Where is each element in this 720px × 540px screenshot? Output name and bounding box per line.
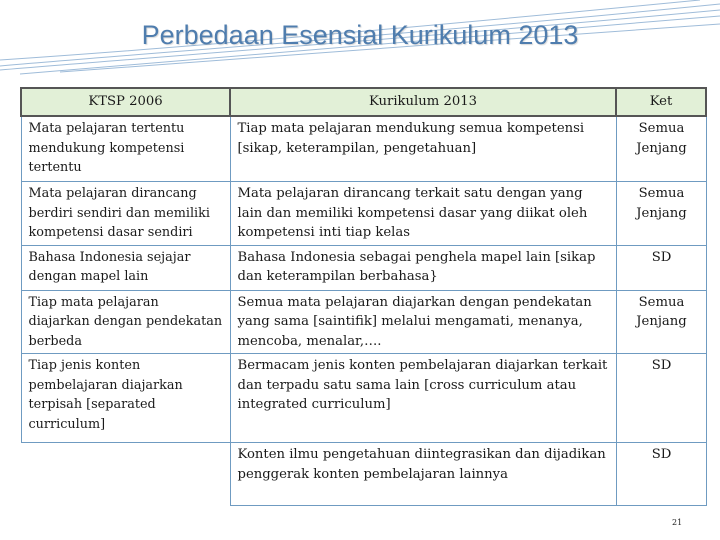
- ket-cell: Semua Jenjang: [616, 290, 706, 354]
- kurikulum-2013-cell: Semua mata pelajaran diajarkan dengan pendekatan yang sama [saintifik] melalui mengamati, menanya, mencoba, menalar,….: [230, 290, 616, 354]
- slide-title: Perbedaan Esensial Kurikulum 2013: [141, 20, 579, 50]
- kurikulum-2013-cell: Konten ilmu pengetahuan diintegrasikan dan dijadikan penggerak konten pembelajaran lainnya: [230, 443, 616, 506]
- header-ket: Ket: [616, 88, 706, 116]
- comparison-table: [20, 87, 707, 506]
- table-row: [21, 182, 706, 246]
- ktsp-cell: Mata pelajaran dirancang berdiri sendiri dan memiliki kompetensi dasar sendiri: [21, 182, 230, 246]
- ket-cell: Semua Jenjang: [616, 116, 706, 182]
- table-row: [21, 116, 706, 182]
- table-row: [21, 443, 706, 506]
- table-row: [21, 290, 706, 354]
- ktsp-cell: Mata pelajaran tertentu mendukung kompetensi tertentu: [21, 116, 230, 182]
- kurikulum-2013-cell: Bermacam jenis konten pembelajaran diajarkan terkait dan terpadu satu sama lain [cross curriculum atau integrated curriculum]: [230, 354, 616, 443]
- ket-cell: SD: [616, 354, 706, 443]
- ket-cell: Semua Jenjang: [616, 182, 706, 246]
- page-number: 21: [672, 518, 683, 527]
- ktsp-cell: Tiap jenis konten pembelajaran diajarkan terpisah [separated curriculum]: [21, 354, 230, 443]
- kurikulum-2013-cell: Bahasa Indonesia sebagai penghela mapel lain [sikap dan keterampilan berbahasa}: [230, 245, 616, 290]
- kurikulum-2013-cell: Tiap mata pelajaran mendukung semua kompetensi [sikap, keterampilan, pengetahuan]: [230, 116, 616, 182]
- header-kurikulum-2013: Kurikulum 2013: [230, 88, 616, 116]
- ktsp-cell-empty: [21, 443, 230, 506]
- ktsp-cell: Tiap mata pelajaran diajarkan dengan pendekatan berbeda: [21, 290, 230, 354]
- header-ktsp-2006: KTSP 2006: [21, 88, 230, 116]
- ket-cell: SD: [616, 245, 706, 290]
- table-row: [21, 354, 706, 443]
- table-header-row: [21, 88, 706, 116]
- ktsp-cell: Bahasa Indonesia sejajar dengan mapel lain: [21, 245, 230, 290]
- table-row: [21, 245, 706, 290]
- ket-cell: SD: [616, 443, 706, 506]
- kurikulum-2013-cell: Mata pelajaran dirancang terkait satu dengan yang lain dan memiliki kompetensi dasar yang diikat oleh kompetensi inti tiap kelas: [230, 182, 616, 246]
